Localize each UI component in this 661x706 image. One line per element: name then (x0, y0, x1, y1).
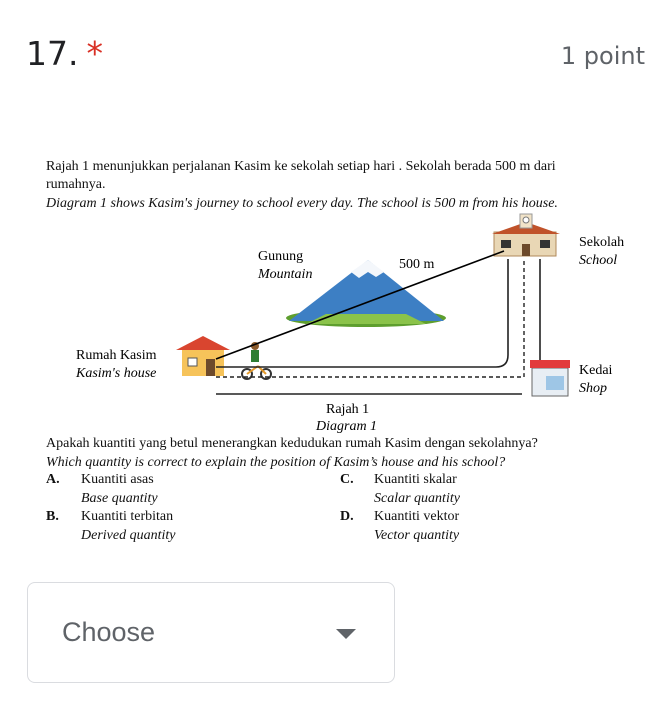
required-asterisk: * (86, 34, 103, 73)
option-a-en: Base quantity (81, 491, 158, 506)
label-school-en: School (579, 253, 618, 268)
question-text-en-1: Diagram 1 shows Kasim's journey to school every day. The school is 500 m from his house. (46, 196, 558, 211)
dropdown-placeholder: Choose (62, 617, 156, 647)
label-mountain-en: Mountain (258, 267, 313, 282)
option-d-ms: Kuantiti vektor (374, 509, 460, 524)
option-b-ms: Kuantiti terbitan (81, 509, 174, 524)
dropdown-arrow-icon[interactable] (336, 629, 356, 639)
label-distance: 500 m (399, 257, 435, 272)
label-house-ms: Rumah Kasim (76, 348, 157, 363)
question-text-ms-2: rumahnya. (46, 177, 106, 192)
option-d-en: Vector quantity (374, 528, 460, 543)
option-c-en: Scalar quantity (374, 491, 460, 506)
option-b-en: Derived quantity (81, 528, 176, 543)
option-a-ms: Kuantiti asas (81, 472, 154, 487)
label-house-en: Kasim's house (76, 366, 157, 381)
option-b-letter: B. (46, 509, 59, 524)
question-image (46, 156, 646, 551)
label-school-ms: Sekolah (579, 235, 625, 250)
caption-en: Diagram 1 (316, 419, 378, 434)
label-mountain-ms: Gunung (258, 249, 304, 264)
answer-dropdown[interactable] (27, 582, 395, 683)
caption-ms: Rajah 1 (326, 402, 370, 417)
label-shop-en: Shop (579, 381, 607, 396)
shop-image (530, 360, 570, 396)
question-text-ms-1: Rajah 1 menunjukkan perjalanan Kasim ke sekolah setiap hari . Sekolah berada 500 m dari (46, 159, 556, 174)
option-a-letter: A. (46, 472, 60, 487)
prompt-ms: Apakah kuantiti yang betul menerangkan kedudukan rumah Kasim dengan sekolahnya? (46, 436, 538, 451)
prompt-en: Which quantity is correct to explain the position of Kasim’s house and his school? (46, 455, 506, 470)
option-d-letter: D. (340, 509, 354, 524)
label-shop-ms: Kedai (579, 363, 613, 378)
question-points: 1 point (560, 42, 645, 70)
option-c-letter: C. (340, 472, 354, 487)
question-number: 17. * (26, 34, 103, 73)
option-c-ms: Kuantiti skalar (374, 472, 457, 487)
school-image (492, 214, 560, 256)
